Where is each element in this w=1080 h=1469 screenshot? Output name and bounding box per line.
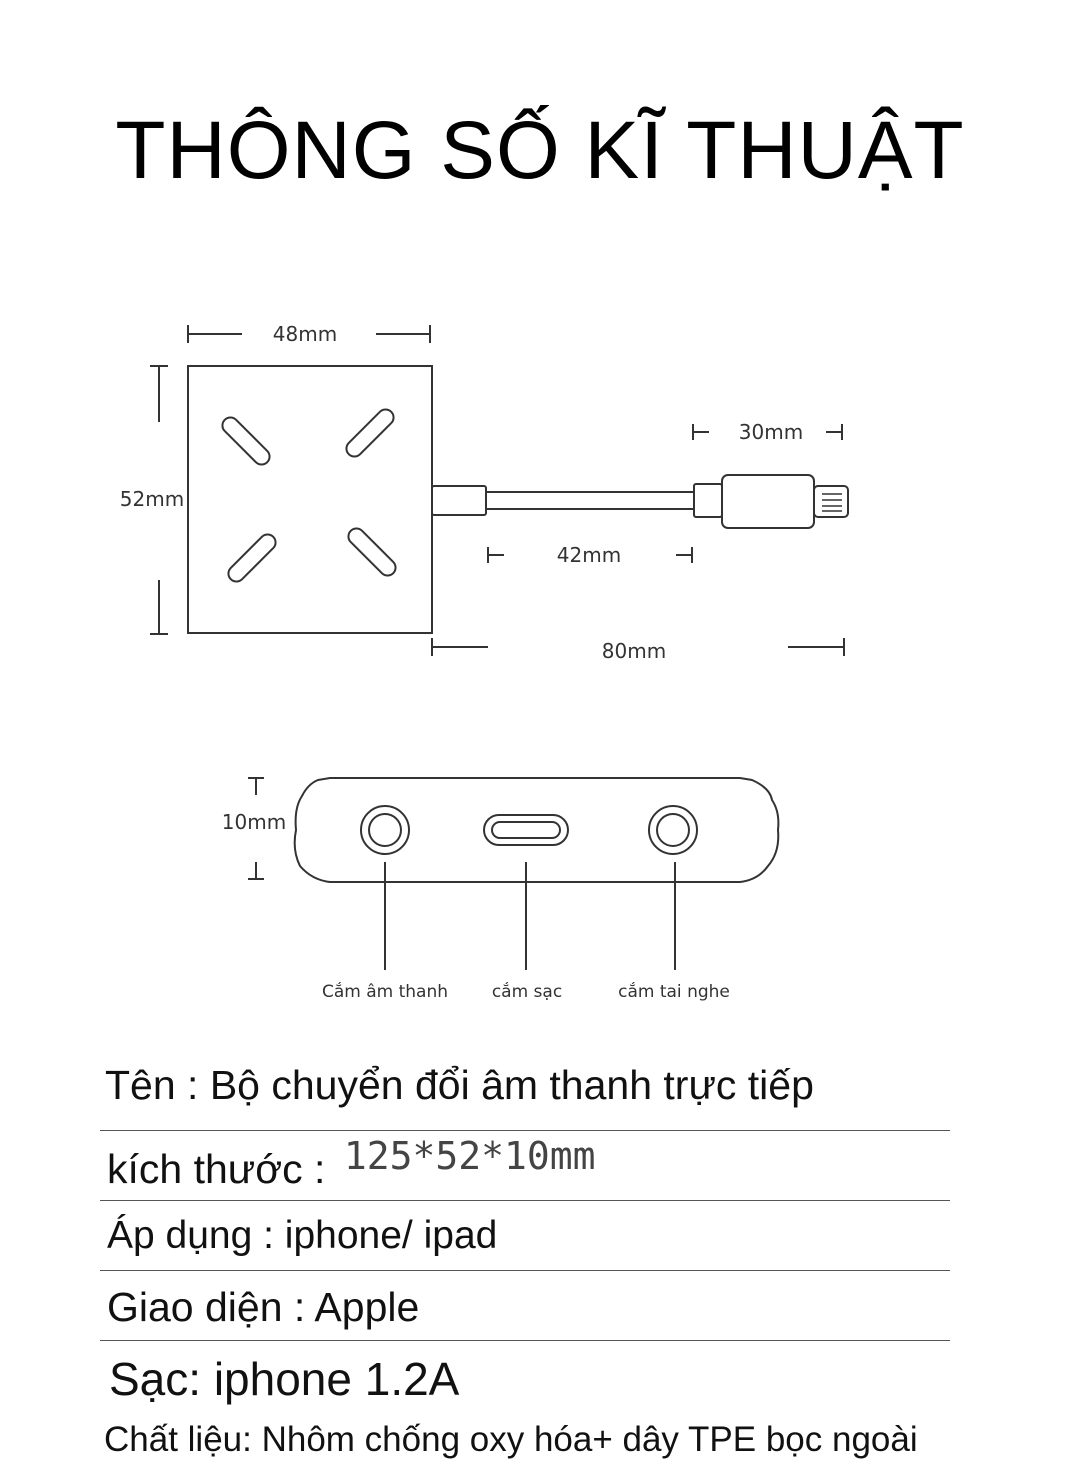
adapter-body xyxy=(188,366,432,633)
spec-material-row xyxy=(100,1420,1060,1469)
slot-top-right xyxy=(343,406,397,460)
spec-material: Chất liệu: Nhôm chống oxy hóa+ dây TPE bọc ngoài xyxy=(104,1420,918,1459)
port-label-charge: cắm sạc xyxy=(491,982,563,1002)
spec-charge-row xyxy=(100,1342,950,1406)
slot-top-left xyxy=(219,414,273,468)
spec-name-row xyxy=(100,1062,950,1131)
lightning-tip xyxy=(814,486,848,517)
spec-size-label: kích thước : xyxy=(107,1146,326,1192)
port-label-audio: Cắm âm thanh xyxy=(321,982,449,1002)
spec-apply-row xyxy=(100,1202,950,1271)
spec-size-value: 125*52*10mm xyxy=(343,1134,596,1178)
charge-port-inner xyxy=(492,822,560,838)
thickness-label: 10mm xyxy=(221,810,287,834)
audio-port-inner xyxy=(369,814,401,846)
headphone-port-inner xyxy=(657,814,689,846)
lightning-plug xyxy=(722,475,814,528)
connector-label: 30mm xyxy=(738,420,804,444)
height-label: 52mm xyxy=(119,487,185,511)
width-label: 48mm xyxy=(272,322,338,346)
slot-bottom-left xyxy=(225,531,279,585)
spec-interface: Giao diện : Apple xyxy=(107,1284,420,1330)
total-label: 80mm xyxy=(601,639,667,663)
slot-bottom-right xyxy=(345,525,399,579)
cable-label: 42mm xyxy=(556,543,622,567)
spec-interface-row xyxy=(100,1272,950,1341)
spec-charge: Sạc: iphone 1.2A xyxy=(109,1353,460,1405)
spec-apply: Áp dụng : iphone/ ipad xyxy=(107,1214,498,1257)
cable xyxy=(486,492,694,509)
cable-collar xyxy=(432,486,486,515)
plug-collar xyxy=(694,484,722,517)
side-view-body xyxy=(295,778,779,882)
charge-port-outer xyxy=(484,815,568,845)
port-label-headphone: cắm tai nghe xyxy=(618,982,730,1002)
spec-size-row xyxy=(100,1132,950,1201)
page-title: THÔNG SỐ KĨ THUẬT xyxy=(115,105,965,196)
lightning-contacts xyxy=(822,494,842,511)
spec-name: Tên : Bộ chuyển đổi âm thanh trực tiếp xyxy=(105,1062,814,1108)
